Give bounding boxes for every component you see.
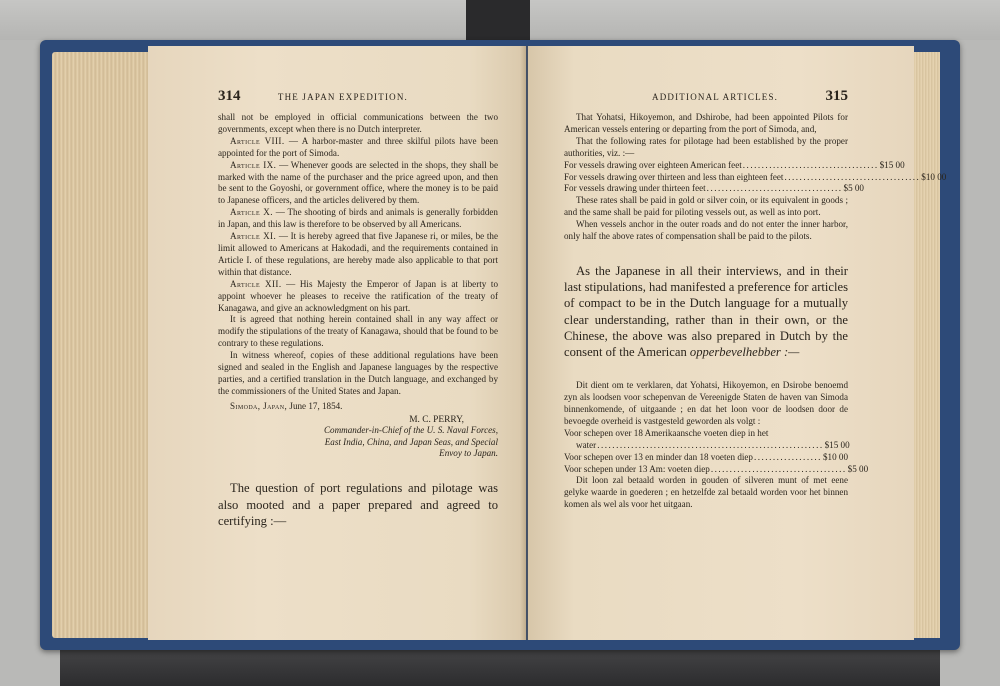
rate-row: For vessels drawing under thirteen feet .................................... $5 00 xyxy=(564,183,864,194)
page-edges-right xyxy=(914,52,940,638)
left-paragraph: shall not be employed in official communications between the two governments, except when there is no Dutch interpreter. xyxy=(218,112,498,134)
dateline: Simoda, Japan, June 17, 1854. xyxy=(230,400,343,411)
dutch-rate-line: Voor schepen over 18 Amerikaansche voeten diep in het xyxy=(564,427,769,438)
signature-role: Commander-in-Chief of the U. S. Naval Forces, East India, China, and Japan Seas, and Special Envoy to Japan. xyxy=(323,424,498,459)
dutch-rate-row: Voor schepen over 13 en minder dan 18 voeten diep .................. $10 00 xyxy=(564,451,848,462)
dutch-paragraph: Dit loon zal betaald worden in gouden of silveren munt of met eene gelyke waarde in goederen ; en hetzelfde zal betaald worden voor het binnen komen als wel als voor het uitgaan. xyxy=(564,475,848,510)
right-narrative: As the Japanese in all their interviews, and in their last stipulations, had manifested a preference for articles of compact to be in the Dutch language for a mutually clear understanding, rather than in their own, or the Chinese, the above was also prepared in Dutch by the consent of the American opperbevelhebber :— xyxy=(564,263,848,359)
dutch-paragraph: Dit dient om te verklaren, dat Yohatsi, Hikoyemon, en Dsirobe benoemd zyn als loodsen voor schepenvan de Vereenigde Staten de haven van Simoda binnenkomende, of uitgaande ; en dat het loon voor de loodsen door de bevoegde overheid is vastgesteld geworden als volgt : xyxy=(564,380,848,426)
left-paragraph: In witness whereof, copies of these additional regulations have been signed and sealed in the English and Japanese languages by the respective parties, and a certified translation in the Dutch language, and exchanged by the commissioners of the United States and Japan. xyxy=(218,350,498,396)
right-paragraph: When vessels anchor in the outer roads and do not enter the inner harbor, only half the above rates of compensation shall be paid to the pilots. xyxy=(564,219,848,242)
article-viii: Article VIII. — A harbor-master and three skilful pilots have been appointed for the port of Simoda. xyxy=(218,135,498,158)
left-page xyxy=(148,46,526,640)
left-paragraph: It is agreed that nothing herein contained shall in any way affect or modify the stipulations of the treaty of Kanagawa, should that be found to be contrary to these regulations. xyxy=(218,314,498,349)
dutch-rate-row: Voor schepen under 13 Am: voeten diep .................................... $5 00 xyxy=(564,463,869,474)
right-running-head xyxy=(564,88,848,108)
article-xii: Article XII. — His Majesty the Emperor of Japan is at liberty to appoint whoever he pleases to receive the ratification of the treaty of Kanagawa, and give an acknowledgment on his part. xyxy=(218,278,498,313)
right-paragraph: That the following rates for pilotage had been established by the proper authorities, viz. :— xyxy=(564,135,848,158)
rate-row: For vessels drawing over thirteen and less than eighteen feet .................................... $10 00 xyxy=(564,171,947,182)
page-edges-left xyxy=(52,52,148,638)
left-page-number: 314 xyxy=(218,88,241,104)
article-xi: Article XI. — It is hereby agreed that five Japanese ri, or miles, be the limit allowed to Americans at Hakodadi, and the requirements contained in Article I. of these regulations, are hereby made also applicable to that port within that distance. xyxy=(218,231,499,277)
dutch-rate-row: water ............................................................ $15 00 xyxy=(576,439,850,450)
right-page xyxy=(528,46,947,640)
right-page-number: 315 xyxy=(825,88,848,104)
right-paragraph: These rates shall be paid in gold or silver coin, or its equivalent in goods ; and the same shall be paid for piloting vessels out, as well as into port. xyxy=(564,195,848,218)
book-strap xyxy=(466,0,530,44)
left-narrative: The question of port regulations and pilotage was also mooted and a paper prepared and agreed to certifying :— xyxy=(218,481,498,528)
article-ix: Article IX. — Whenever goods are selected in the shops, they shall be marked with the name of the purchaser and the price agreed upon, and then be sent to the Goyoshi, or government office, where the money is to be paid to Japanese officers, and the articles delivered by them. xyxy=(218,159,499,206)
right-paragraph: That Yohatsi, Hikoyemon, and Dshirobe, had been appointed Pilots for American vessels entering or departing from the port of Simoda, and, xyxy=(564,112,848,134)
article-x: Article X. — The shooting of birds and animals is generally forbidden in Japan, and this law is therefore to be observed by all Americans. xyxy=(218,207,498,230)
left-running-head xyxy=(218,88,498,108)
right-running-title: ADDITIONAL ARTICLES. xyxy=(652,92,779,102)
rate-row: For vessels drawing over eighteen American feet .................................... $15 00 xyxy=(564,159,905,170)
signature-name: M. C. PERRY, xyxy=(409,414,464,425)
left-running-title: THE JAPAN EXPEDITION. xyxy=(277,92,408,102)
